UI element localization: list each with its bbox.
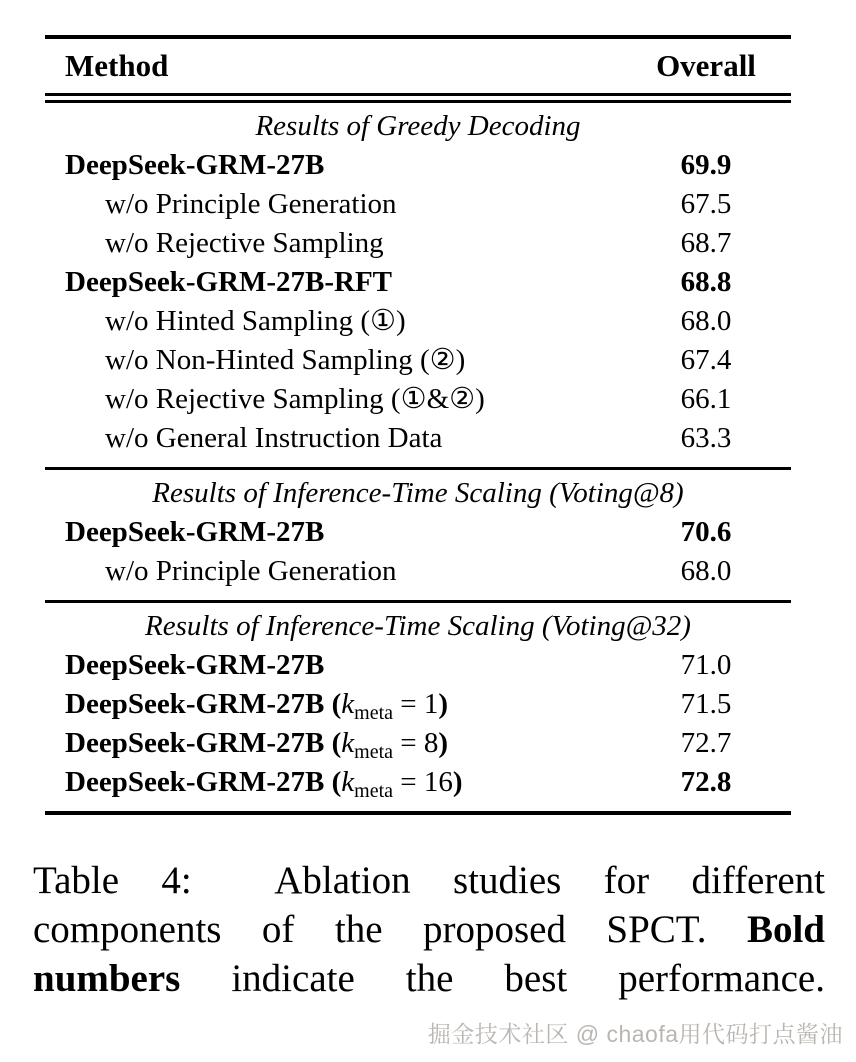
close-paren: ): [452, 766, 463, 798]
k-meta-subscript: meta: [354, 780, 394, 802]
table-row: [45, 513, 791, 552]
overall-cell: 68.0: [680, 555, 732, 587]
method-cell: w/o Rejective Sampling (①&②): [105, 383, 485, 415]
k-math-symbol: k: [341, 688, 355, 720]
method-cell: w/o Non-Hinted Sampling (②): [105, 344, 466, 376]
section-voting-8: [45, 470, 791, 600]
method-name: DeepSeek-GRM-27B (: [65, 727, 342, 759]
section-title: Results of Inference-Time Scaling (Voting@8): [152, 477, 684, 509]
table-row: [45, 302, 791, 341]
table-row: [45, 763, 791, 802]
overall-cell: 72.8: [680, 766, 732, 798]
table-row: [45, 419, 791, 458]
table-bottom-rule: [45, 811, 791, 815]
overall-cell: 71.0: [680, 649, 732, 681]
section-title: Results of Inference-Time Scaling (Voting@32): [145, 610, 691, 642]
watermark: 掘金技术社区 @ chaofa用代码打点酱油: [427, 1021, 843, 1047]
section-voting-32: [45, 603, 791, 811]
method-cell: [45, 763, 621, 802]
table-caption: [33, 856, 825, 1003]
table-row: [45, 224, 791, 263]
table-row: [45, 685, 791, 724]
method-cell: w/o Hinted Sampling (①): [105, 305, 406, 337]
table-row: [45, 341, 791, 380]
k-math-symbol: k: [341, 766, 355, 798]
method-cell: w/o Rejective Sampling: [105, 227, 384, 259]
table-row: [45, 646, 791, 685]
method-cell: DeepSeek-GRM-27B: [65, 149, 325, 181]
method-column-header: Method: [65, 48, 169, 83]
section-greedy-decoding: [45, 103, 791, 467]
k-meta-subscript: meta: [354, 741, 394, 763]
ablation-table: [45, 35, 791, 815]
overall-cell: 68.0: [680, 305, 732, 337]
section-title: Results of Greedy Decoding: [255, 110, 581, 142]
k-equals-value: = 16: [393, 766, 453, 798]
caption-text: indicate the best performance.: [180, 957, 825, 1000]
k-meta-subscript: meta: [354, 702, 394, 724]
method-cell: w/o Principle Generation: [105, 555, 397, 587]
overall-cell: 70.6: [680, 516, 732, 548]
table-row: [45, 552, 791, 591]
close-paren: ): [438, 727, 449, 759]
table-row: [45, 146, 791, 185]
method-cell: [45, 685, 621, 724]
k-math-symbol: k: [341, 727, 355, 759]
overall-cell: 68.8: [680, 266, 732, 298]
table-row: [45, 380, 791, 419]
overall-cell: 66.1: [680, 383, 732, 415]
caption-bold-text: Bold: [746, 908, 825, 951]
table-row: [45, 724, 791, 763]
caption-line: Table 4: Ablation studies for different: [33, 859, 825, 902]
overall-cell: 68.7: [680, 227, 732, 259]
table-header-row: [45, 39, 791, 93]
table-row: [45, 185, 791, 224]
caption-line: [33, 905, 825, 954]
table-row: [45, 263, 791, 302]
close-paren: ): [438, 688, 449, 720]
method-name: DeepSeek-GRM-27B (: [65, 688, 342, 720]
method-name: DeepSeek-GRM-27B (: [65, 766, 342, 798]
k-equals-value: = 1: [393, 688, 439, 720]
method-cell: [45, 724, 621, 763]
method-cell: DeepSeek-GRM-27B: [65, 516, 325, 548]
method-cell: DeepSeek-GRM-27B: [65, 649, 325, 681]
overall-cell: 69.9: [680, 149, 732, 181]
caption-text: components of the proposed SPCT.: [33, 908, 747, 951]
method-cell: DeepSeek-GRM-27B-RFT: [65, 266, 393, 298]
overall-cell: 67.5: [680, 188, 732, 220]
overall-column-header: Overall: [656, 48, 756, 83]
header-double-rule: [45, 93, 791, 103]
overall-cell: 72.7: [680, 727, 732, 759]
overall-cell: 71.5: [680, 688, 732, 720]
caption-bold-text: numbers: [33, 957, 181, 1000]
method-cell: w/o Principle Generation: [105, 188, 397, 220]
overall-cell: 67.4: [680, 344, 732, 376]
method-cell: w/o General Instruction Data: [105, 422, 443, 454]
k-equals-value: = 8: [393, 727, 439, 759]
overall-cell: 63.3: [680, 422, 732, 454]
caption-line: [33, 954, 825, 1003]
